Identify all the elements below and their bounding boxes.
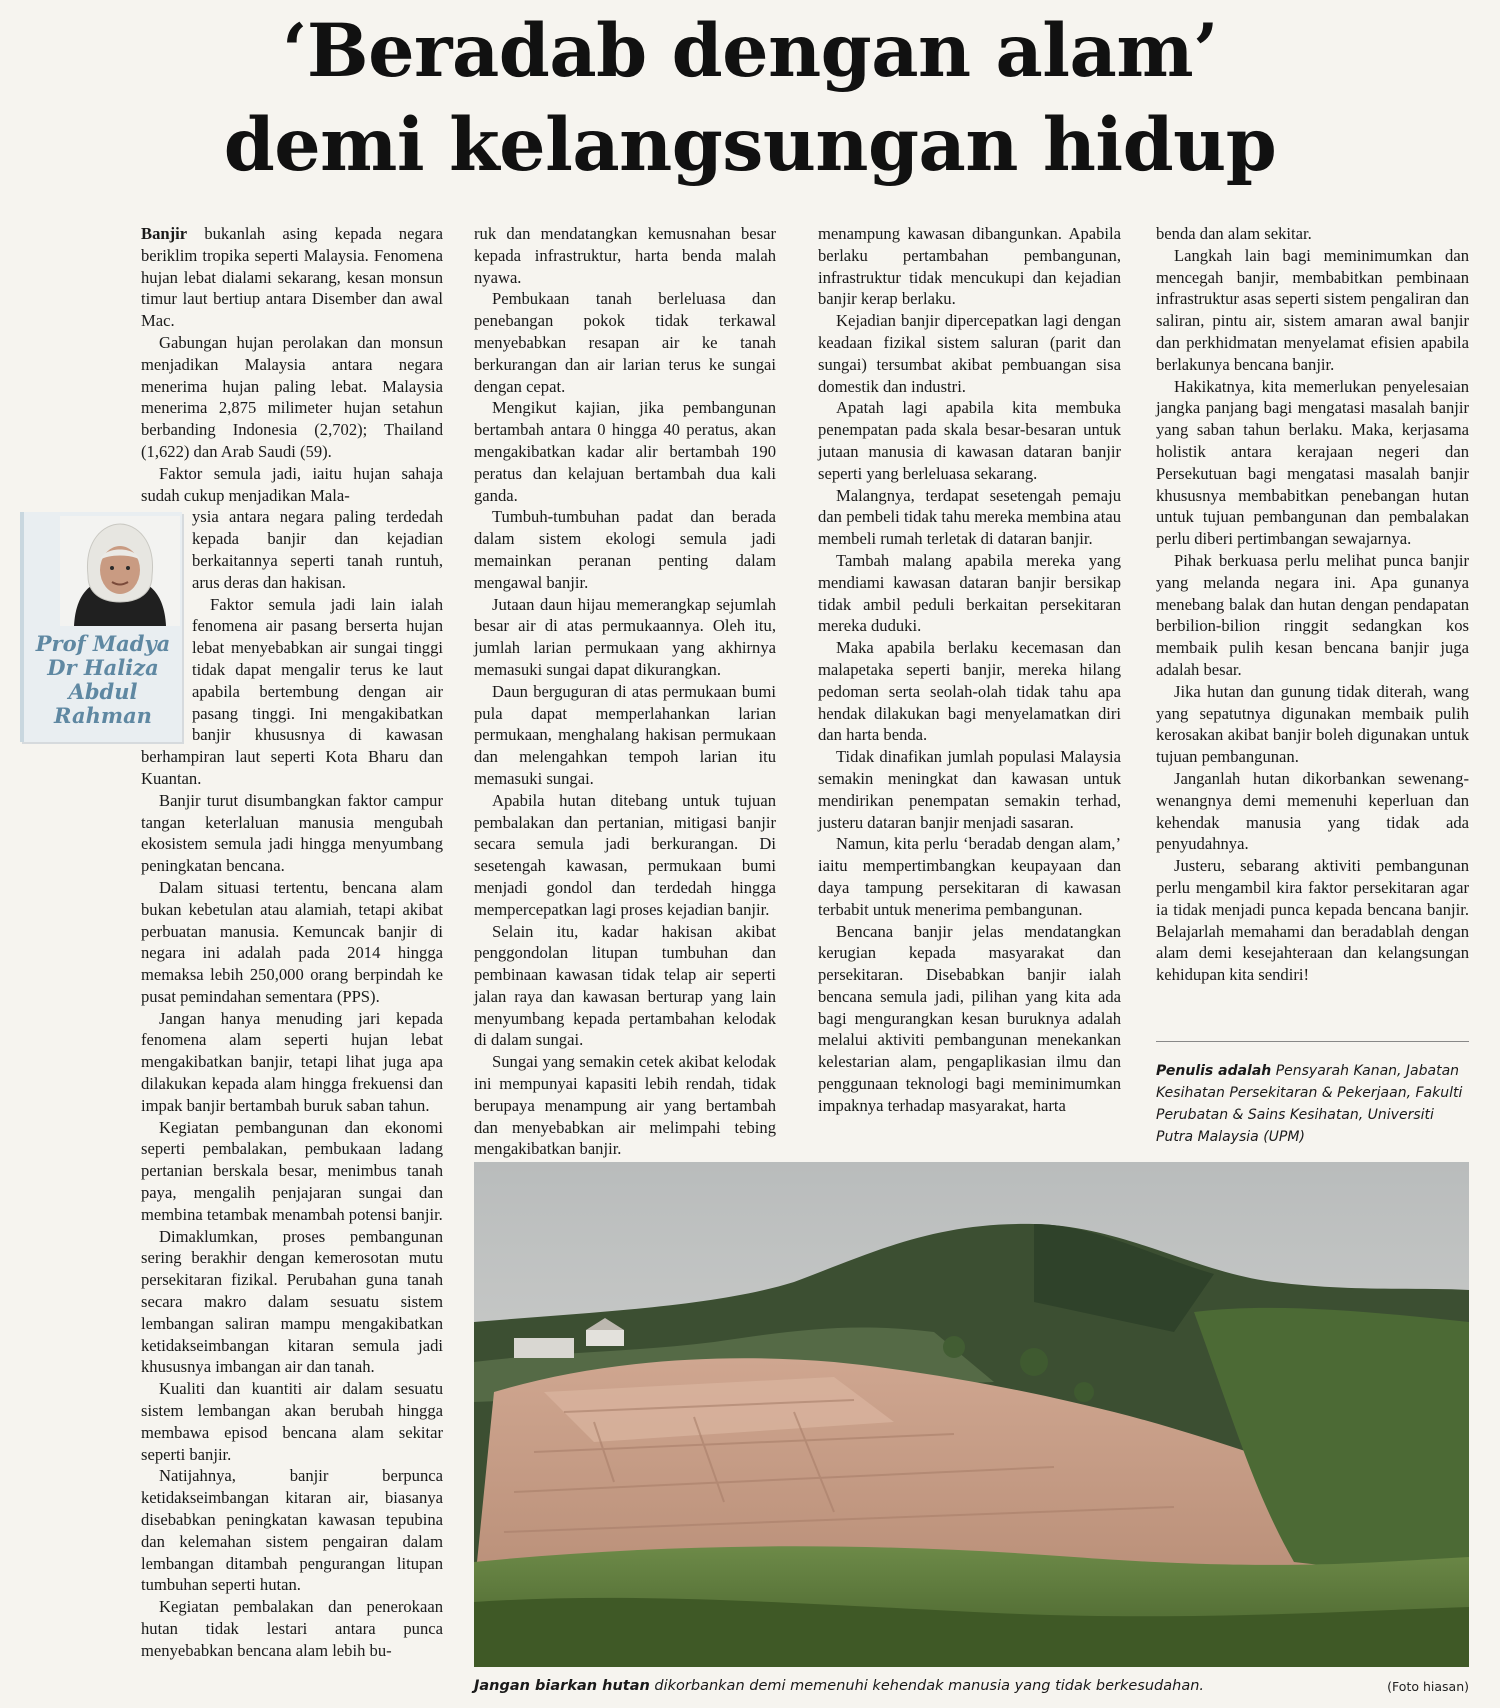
paragraph: Faktor semula jadi lain ialah fenomena air pasang berserta hujan lebat menyebabkan air sungai tinggi tidak dapat mengalir terus ke laut apabila bertembung dengan air pasang tinggi. Ini mengakibatkan banjir khususnya di kawasan berhampiran laut seperti Kota Bharu dan Kuantan. bbox=[141, 594, 443, 788]
paragraph: Apabila hutan ditebang untuk tujuan pembalakan dan pertanian, mitigasi banjir secara semula jadi berkurangan. Di sesetengah kawasan, permukaan bumi menjadi gondol dan terdedah hingga mempercepatkan lagi proses kejadian banjir. bbox=[474, 790, 776, 919]
writer-note-text: Pensyarah Kanan, Jabatan Kesihatan Persekitaran & Pekerjaan, Fakulti Perubatan & Sains Kesihatan, Universiti Putra Malaysia (UPM) bbox=[1156, 1063, 1463, 1145]
caption-lead: Jangan biarkan hutan bbox=[474, 1678, 650, 1694]
writer-note-label: Penulis adalah bbox=[1156, 1063, 1272, 1079]
paragraph: Namun, kita perlu ‘beradab dengan alam,’ iaitu mempertimbangkan keupayaan dan daya tampung persekitaran di kawasan terbabit untuk menerima pembangunan. bbox=[818, 834, 1121, 919]
author-portrait bbox=[60, 516, 180, 626]
paragraph: Jutaan daun hijau memerangkap sejumlah besar air di atas permukaannya. Oleh itu, jumlah larian permukaan yang akhirnya memasuki sungai dapat dikurangkan. bbox=[474, 594, 776, 679]
photo-credit: (Foto hiasan) bbox=[1387, 1679, 1469, 1694]
paragraph: Pembukaan tanah berleluasa dan penebangan pokok tidak terkawal menyebabkan resapan air ke tanah berkurangan dan air larian terus ke sungai dengan cepat. bbox=[474, 289, 776, 396]
paragraph: Langkah lain bagi meminimumkan dan mencegah banjir, membabitkan pembinaan infrastruktur asas seperti sistem pengaliran dan saliran, pintu air, sistem amaran awal banjir dan perkhidmatan menyelamat efisien apabila berlakunya bencana banjir. bbox=[1156, 245, 1469, 374]
paragraph: Gabungan hujan perolakan dan monsun menjadikan Malaysia antara negara menerima hujan paling lebat. Malaysia menerima 2,875 milimeter hujan setahun berbanding Indonesia (2,702); Thailand (1,622) dan Arab Saudi (59). bbox=[141, 332, 443, 461]
paragraph: Banjir turut disumbangkan faktor campur tangan keterlaluan manusia mengubah ekosistem semula jadi hingga menyumbang peningkatan bencana. bbox=[141, 790, 443, 876]
paragraph: Daun berguguran di atas permukaan bumi pula dapat memperlahankan larian permukaan, menghalang hakisan permukaan dan melengahkan tempoh larian itu memasuki sungai. bbox=[474, 681, 776, 788]
article-column-1 bbox=[35, 223, 443, 1662]
paragraph: Malangnya, terdapat sesetengah pemaju dan pembeli tidak tahu mereka membina atau membeli rumah terletak di dataran banjir. bbox=[818, 485, 1121, 549]
paragraph: benda dan alam sekitar. bbox=[1156, 224, 1312, 243]
lead-word: Banjir bbox=[141, 224, 188, 243]
paragraph: Pihak berkuasa perlu melihat punca banjir yang melanda negara ini. Apa gunanya menebang balak dan hutan dengan pendapatan berbilion-bilion ringgit sedangkan kos membaik pulih kesan bencana banjir juga adalah besar. bbox=[1156, 550, 1469, 679]
paragraph: ysia antara negara paling terdedah kepada banjir dan kejadian berkaitannya seperti tanah runtuh, arus deras dan hakisan. bbox=[192, 507, 443, 592]
paragraph: Dimaklumkan, proses pembangunan sering berakhir dengan kemerosotan mutu persekitaran fizikal. Perubahan guna tanah secara makro dalam sesuatu sistem lembangan saliran mampu mengakibatkan ketidakseimbangan kitaran semula jadi khususnya imbangan air dan tanah. bbox=[141, 1226, 443, 1377]
paragraph: Kejadian banjir dipercepatkan lagi dengan keadaan fizikal sistem saluran (parit dan sungai) tersumbat akibat pembuangan sisa domestik dan industri. bbox=[818, 311, 1121, 396]
headline bbox=[0, 4, 1500, 192]
author-name-line-2: Abdul bbox=[68, 679, 138, 705]
paragraph: Jangan hanya menuding jari kepada fenomena alam seperti hujan lebat mengakibatkan banjir, tetapi lihat juga apa dilakukan kepada alam hingga frekuensi dan impak banjir bertambah buruk saban tahun. bbox=[141, 1008, 443, 1115]
author-box bbox=[20, 512, 182, 742]
paragraph: Bencana banjir jelas mendatangkan kerugian kepada masyarakat dan persekitaran. Disebabkan banjir ialah bencana semula jadi, pilihan yang kita ada bagi mengurangkan kesan buruknya adalah melalui aktiviti pembangunan menekankan kelestarian alam, pengaplikasian ilmu dan penggunaan teknologi bagi meminimumkan impaknya terhadap masyarakat, harta bbox=[818, 921, 1121, 1115]
paragraph: ruk dan mendatangkan kemusnahan besar kepada infrastruktur, harta benda malah nyawa. bbox=[474, 224, 776, 287]
author-title: Prof Madya bbox=[35, 631, 171, 657]
caption-text: dikorbankan demi memenuhi kehendak manusia yang tidak berkesudahan. bbox=[649, 1678, 1205, 1694]
paragraph bbox=[141, 223, 443, 332]
paragraph: Tumbuh-tumbuhan padat dan berada dalam sistem ekologi semula jadi memainkan peranan penting dalam mengawal banjir. bbox=[474, 507, 776, 592]
author-name-line-3: Rahman bbox=[54, 703, 152, 729]
photo-deforested-hill bbox=[474, 1162, 1469, 1667]
headline-line-1: ‘Beradab dengan alam’ bbox=[281, 8, 1218, 94]
paragraph: Apatah lagi apabila kita membuka penempatan pada skala besar-besaran untuk jutaan manusia di kawasan dataran banjir seperti yang berleluasa sekarang. bbox=[818, 398, 1121, 483]
article-column-2 bbox=[474, 223, 776, 1204]
paragraph: Janganlah hutan dikorbankan sewenang-wenangnya demi memenuhi keperluan dan kehendak manusia yang tidak ada penyudahnya. bbox=[1156, 768, 1469, 854]
paragraph: menampung kawasan dibangunkan. Apabila berlaku pertambahan pembangunan, infrastruktur tidak mencukupi dan kejadian banjir kerap berlaku. bbox=[818, 224, 1121, 309]
headline-line-2: demi kelangsungan hidup bbox=[223, 102, 1277, 188]
paragraph: Sungai yang semakin cetek akibat kelodak ini mempunyai kapasiti lebih rendah, tidak berupaya menampung air yang bertambah dan menyebabkan air melimpahi tebing mengakibatkan banjir. bbox=[474, 1052, 776, 1159]
paragraph: Maka apabila berlaku kecemasan dan malapetaka seperti banjir, mereka hilang pedoman serta seolah-olah tidak tahu apa hendak dilakukan bagi menyelamatkan diri dan harta benda. bbox=[818, 638, 1121, 745]
divider bbox=[1156, 1041, 1469, 1042]
paragraph: Hakikatnya, kita memerlukan penyelesaian jangka panjang bagi mengatasi masalah banjir yang saban tahun berlaku. Maka, kerjasama holistik antara kerajaan negeri dan Persekutuan bagi mengatasi masalah banjir khususnya membabitkan penebangan hutan untuk tujuan pembangunan dan pembalakan perlu diberi pertimbangan sewajarnya. bbox=[1156, 376, 1469, 549]
photo-caption bbox=[474, 1676, 1469, 1696]
paragraph: Justeru, sebarang aktiviti pembangunan perlu mengambil kira faktor persekitaran agar ia tidak menjadi punca kepada bencana banjir. Belajarlah memahami dan beradablah dengan alam demi kesejahteraan dan kelangsungan kehidupan kita sendiri! bbox=[1156, 856, 1469, 985]
article-column-3 bbox=[818, 223, 1121, 1117]
paragraph: Kegiatan pembangunan dan ekonomi seperti pembalakan, pembukaan ladang pertanian berskala besar, menimbus tanah paya, mengalih penjajaran sungai dan membina tetambak menambah potensi banjir. bbox=[141, 1117, 443, 1224]
landscape-image bbox=[474, 1162, 1469, 1667]
article-column-4 bbox=[1156, 223, 1469, 986]
paragraph: Kualiti dan kuantiti air dalam sesuatu sistem lembangan akan berubah hingga membawa episod bencana alam sekitar seperti banjir. bbox=[141, 1379, 443, 1464]
paragraph: Jika hutan dan gunung tidak diterah, wang yang sepatutnya digunakan membaik pulih kerosakan akibat banjir boleh digunakan untuk tujuan pembangunan. bbox=[1156, 681, 1469, 767]
paragraph: Kegiatan pembalakan dan penerokaan hutan tidak lestari antara punca menyebabkan bencana alam lebih bu- bbox=[141, 1597, 443, 1660]
paragraph: Tambah malang apabila mereka yang mendiami kawasan dataran banjir bersikap tidak ambil peduli berkaitan persekitaran mereka duduki. bbox=[818, 550, 1121, 636]
paragraph: Faktor semula jadi, iaitu hujan sahaja sudah cukup menjadikan Mala- bbox=[141, 463, 443, 505]
paragraph-text: bukanlah asing kepada negara beriklim tropika seperti Malaysia. Fenomena hujan lebat dialami sekarang, kesan monsun timur laut bertiup antara Disember dan awal Mac. bbox=[141, 224, 443, 331]
writer-note bbox=[1156, 1060, 1469, 1148]
paragraph: Selain itu, kadar hakisan akibat penggondolan litupan tumbuhan dan pembinaan kawasan tidak telap air seperti jalan raya dan kawasan berturap yang lain menyumbang kepada pertambahan kelodak di dalam sungai. bbox=[474, 921, 776, 1050]
paragraph: Tidak dinafikan jumlah populasi Malaysia semakin meningkat dan kawasan untuk mendirikan penempatan semakin terhad, justeru dataran banjir menjadi sasaran. bbox=[818, 747, 1121, 832]
paragraph: Dalam situasi tertentu, bencana alam bukan kebetulan atau alamiah, tetapi akibat perbuatan manusia. Kemuncak banjir di negara ini adalah pada 2014 hingga memaksa lebih 250,000 orang berpindah ke pusat pemindahan sementara (PPS). bbox=[141, 877, 443, 1006]
paragraph: Mengikut kajian, jika pembangunan bertambah antara 0 hingga 40 peratus, akan mengakibatkan kadar alir bertambah 190 peratus dan kelajuan bertambah dua kali ganda. bbox=[474, 398, 776, 505]
paragraph: Natijahnya, banjir berpunca ketidakseimbangan kitaran air, biasanya disebabkan peningkatan kawasan tepubina dan kelemahan sistem pengairan dalam lembangan ditambah pengurangan litupan tumbuhan seperti hutan. bbox=[141, 1466, 443, 1595]
author-name-line-1: Dr Haliza bbox=[47, 655, 159, 681]
author-name bbox=[28, 632, 178, 728]
